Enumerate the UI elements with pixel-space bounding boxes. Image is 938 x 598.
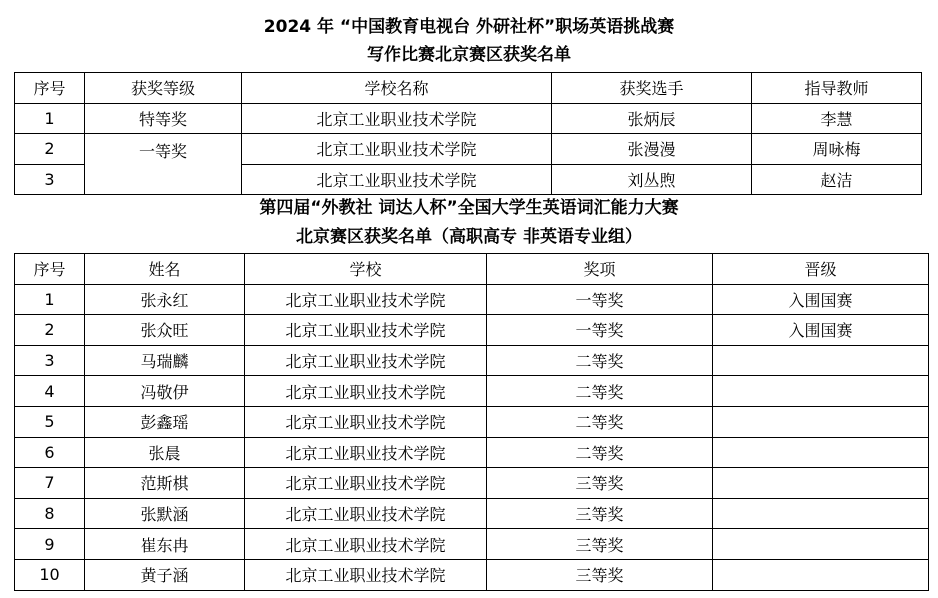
school-name: 北京工业职业技术学院: [245, 376, 487, 407]
promotion-status: 入围国赛: [713, 284, 929, 315]
header-cell: 姓名: [85, 254, 245, 285]
school-name: 北京工业职业技术学院: [242, 134, 552, 165]
award-name: 三等奖: [487, 468, 713, 499]
award-name: 一等奖: [487, 284, 713, 315]
table-row: [15, 498, 929, 529]
award-name: 三等奖: [487, 498, 713, 529]
table-row: [15, 134, 922, 165]
award-name: 二等奖: [487, 406, 713, 437]
row-no: 1: [15, 284, 85, 315]
school-name: 北京工业职业技术学院: [245, 406, 487, 437]
header-cell: 指导教师: [752, 73, 922, 104]
school-name: 北京工业职业技术学院: [245, 345, 487, 376]
student-name: 冯敬伊: [85, 376, 245, 407]
promotion-status: [713, 529, 929, 560]
table-header-row: [15, 254, 929, 285]
row-no: 2: [15, 134, 85, 165]
school-name: 北京工业职业技术学院: [245, 468, 487, 499]
teacher-name: 李慧: [752, 103, 922, 134]
school-name: 北京工业职业技术学院: [245, 559, 487, 590]
header-cell: 奖项: [487, 254, 713, 285]
header-cell: 晋级: [713, 254, 929, 285]
student-name: 刘丛煦: [552, 164, 752, 195]
award-name: 二等奖: [487, 345, 713, 376]
school-name: 北京工业职业技术学院: [242, 164, 552, 195]
table-row: [15, 284, 929, 315]
heading2-line2: 北京赛区获奖名单（高职高专 非英语专业组）: [296, 227, 642, 247]
student-name: 黄子涵: [85, 559, 245, 590]
header-cell: 获奖等级: [85, 73, 242, 104]
row-no: 1: [15, 103, 85, 134]
award-name: 三等奖: [487, 559, 713, 590]
school-name: 北京工业职业技术学院: [245, 529, 487, 560]
table-row: [15, 315, 929, 346]
promotion-status: 入围国赛: [713, 315, 929, 346]
row-no: 10: [15, 559, 85, 590]
student-name: 崔东冉: [85, 529, 245, 560]
table-header-row: [15, 73, 922, 104]
row-no: 8: [15, 498, 85, 529]
teacher-name: 周咏梅: [752, 134, 922, 165]
student-name: 范斯棋: [85, 468, 245, 499]
heading2-line1: 第四届“外教社 词达人杯”全国大学生英语词汇能力大赛: [259, 198, 679, 218]
award-name: 二等奖: [487, 437, 713, 468]
promotion-status: [713, 406, 929, 437]
table-row: [15, 345, 929, 376]
award-name: 一等奖: [487, 315, 713, 346]
student-name: 张漫漫: [552, 134, 752, 165]
row-no: 5: [15, 406, 85, 437]
teacher-name: 赵洁: [752, 164, 922, 195]
table-row: [15, 437, 929, 468]
table-row: [15, 529, 929, 560]
table-row: [15, 406, 929, 437]
row-no: 7: [15, 468, 85, 499]
row-no: 2: [15, 315, 85, 346]
promotion-status: [713, 559, 929, 590]
table-row: [15, 103, 922, 134]
student-name: 彭鑫瑶: [85, 406, 245, 437]
vocabulary-award-table: [14, 253, 929, 591]
award-name: 三等奖: [487, 529, 713, 560]
promotion-status: [713, 376, 929, 407]
award-level: 特等奖: [85, 103, 242, 134]
school-name: 北京工业职业技术学院: [245, 284, 487, 315]
award-level: 一等奖: [85, 134, 242, 195]
school-name: 北京工业职业技术学院: [245, 498, 487, 529]
school-name: 北京工业职业技术学院: [245, 437, 487, 468]
header-cell: 获奖选手: [552, 73, 752, 104]
header-cell: 学校: [245, 254, 487, 285]
heading1-line2: 写作比赛北京赛区获奖名单: [367, 45, 571, 65]
header-cell: 序号: [15, 73, 85, 104]
promotion-status: [713, 468, 929, 499]
table-row: [15, 376, 929, 407]
student-name: 张永红: [85, 284, 245, 315]
award-name: 二等奖: [487, 376, 713, 407]
student-name: 马瑞麟: [85, 345, 245, 376]
row-no: 6: [15, 437, 85, 468]
table-body: [15, 284, 929, 590]
promotion-status: [713, 345, 929, 376]
row-no: 3: [15, 345, 85, 376]
header-cell: 学校名称: [242, 73, 552, 104]
promotion-status: [713, 437, 929, 468]
header-cell: 序号: [15, 254, 85, 285]
student-name: 张默涵: [85, 498, 245, 529]
writing-award-table: [14, 72, 922, 195]
row-no: 3: [15, 164, 85, 195]
student-name: 张晨: [85, 437, 245, 468]
table-row: [15, 468, 929, 499]
student-name: 张炳辰: [552, 103, 752, 134]
table-row: [15, 559, 929, 590]
student-name: 张众旺: [85, 315, 245, 346]
row-no: 4: [15, 376, 85, 407]
school-name: 北京工业职业技术学院: [245, 315, 487, 346]
school-name: 北京工业职业技术学院: [242, 103, 552, 134]
row-no: 9: [15, 529, 85, 560]
heading1-line1: 2024 年 “中国教育电视台 外研社杯”职场英语挑战赛: [263, 17, 675, 37]
promotion-status: [713, 498, 929, 529]
